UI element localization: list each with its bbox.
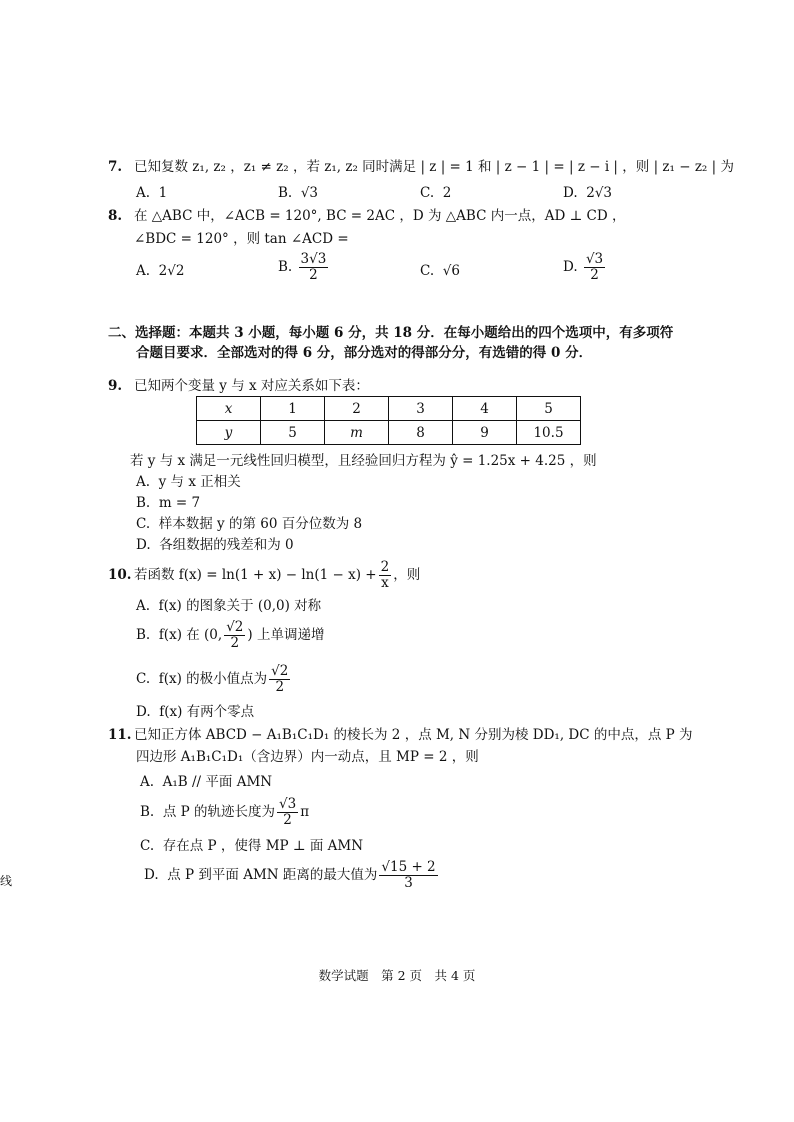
q10-number: 10. (108, 567, 132, 583)
q9-number: 9. (108, 378, 123, 394)
table-cell: 10.5 (517, 421, 581, 445)
q9-stem: 9. 已知两个变量 y 与 x 对应关系如下表： (108, 378, 369, 394)
table-cell: x (197, 397, 261, 421)
q10-option-c[interactable]: C. f(x) 的极小值点为 $\frac{√2}{2}$ (136, 663, 289, 695)
q9-option-a[interactable]: A. y 与 x 正相关 (136, 474, 241, 490)
q11-option-d[interactable]: D. 点 P 到平面 AMN 距离的最大值为 $\frac{√15 + 2}{3}$ (144, 859, 436, 891)
table-cell: 2 (325, 397, 389, 421)
q7-number: 7. (108, 159, 123, 175)
q11-stem-line1: 11. 已知正方体 ABCD − A₁B₁C₁D₁ 的棱长为 2 ，点 M, N 分别为棱 DD₁, DC 的中点，点 P 为 (108, 727, 693, 743)
table-cell: y (197, 421, 261, 445)
q11-d-fraction: $\frac{√15 + 2}{3}$ (381, 859, 436, 891)
q7-option-a[interactable]: A. 1 (136, 185, 168, 201)
table-cell: 5 (517, 397, 581, 421)
section2-line1: 二、选择题：本题共 3 小题，每小题 6 分，共 18 分．在每小题给出的四个选项中，有多项符 (108, 325, 674, 341)
q8-option-a[interactable]: A. 2√2 (136, 263, 185, 279)
page-footer: 数学试题 第 2 页 共 4 页 (318, 968, 476, 983)
table-cell: m (325, 421, 389, 445)
table-cell: 3 (389, 397, 453, 421)
q8-stem-line1: 8. 在 △ABC 中，∠ACB = 120°, BC = 2AC ，D 为 △ABC 内一点，AD ⊥ CD ， (108, 208, 626, 224)
q8-number: 8. (108, 208, 123, 224)
q8-b-fraction: $\frac{3√3}{2}$ (300, 251, 327, 283)
q11-number: 11. (108, 727, 132, 743)
q7-text: 已知复数 z₁, z₂ ，z₁ ≠ z₂ ，若 z₁, z₂ 同时满足 | z | = 1 和 | z − 1 | = | z − i | ，则 | z₁ − z₂ | 为 (134, 159, 734, 175)
table-cell: 5 (261, 421, 325, 445)
q10-option-a[interactable]: A. f(x) 的图象关于 (0,0) 对称 (136, 598, 322, 614)
table-cell: 8 (389, 421, 453, 445)
q11-option-b[interactable]: B. 点 P 的轨迹长度为 $\frac{√3}{2}$ π (140, 796, 310, 828)
table-row (197, 397, 581, 421)
q10-fraction: $\frac{2}{x}$ (380, 559, 390, 591)
q8-d-fraction: $\frac{√3}{2}$ (585, 251, 604, 283)
q11-option-a[interactable]: A. A₁B // 平面 AMN (140, 774, 273, 790)
q9-option-c[interactable]: C. 样本数据 y 的第 60 百分位数为 8 (136, 516, 363, 532)
q11-stem-line2: 四边形 A₁B₁C₁D₁（含边界）内一动点，且 MP = 2 ，则 (136, 749, 479, 765)
q9-after-table: 若 y 与 x 满足一元线性回归模型，且经验回归方程为 ŷ = 1.25x + 4.25 ，则 (130, 453, 597, 469)
q10-b-fraction: $\frac{√2}{2}$ (226, 619, 244, 651)
q7-stem (108, 158, 734, 176)
table-cell: 1 (261, 397, 325, 421)
q10-option-b[interactable]: B. f(x) 在 (0, $\frac{√2}{2}$ ) 上单调递增 (136, 619, 325, 651)
q7-option-d[interactable]: D. 2√3 (563, 185, 613, 201)
q8-option-b[interactable]: B. $\frac{3√3}{2}$ (278, 251, 327, 283)
q8-option-c[interactable]: C. √6 (420, 263, 460, 279)
binding-edge-mark: 线 (0, 874, 13, 888)
q8-option-d[interactable]: D. $\frac{√3}{2}$ (563, 251, 604, 283)
q9-option-d[interactable]: D. 各组数据的残差和为 0 (136, 537, 294, 553)
q9-option-b[interactable]: B. m = 7 (136, 495, 201, 511)
q10-c-fraction: $\frac{√2}{2}$ (271, 663, 289, 695)
q7-option-c[interactable]: C. 2 (420, 185, 452, 201)
q7-option-b[interactable]: B. √3 (278, 185, 319, 201)
q8-stem-line2: ∠BDC = 120° ，则 tan ∠ACD = (134, 231, 349, 247)
q10-option-d[interactable]: D. f(x) 有两个零点 (136, 704, 255, 720)
q10-stem: 10. 若函数 f(x) = ln(1 + x) − ln(1 − x) + $\frac{2}{x}$ ，则 (108, 559, 421, 591)
q9-table (196, 396, 581, 445)
q11-b-fraction: $\frac{√3}{2}$ (278, 796, 297, 828)
table-row (197, 421, 581, 445)
q11-option-c[interactable]: C. 存在点 P ，使得 MP ⊥ 面 AMN (140, 838, 364, 854)
table-cell: 4 (453, 397, 517, 421)
section2-line2: 合题目要求．全部选对的得 6 分，部分选对的得部分分，有选错的得 0 分． (136, 345, 593, 361)
table-cell: 9 (453, 421, 517, 445)
